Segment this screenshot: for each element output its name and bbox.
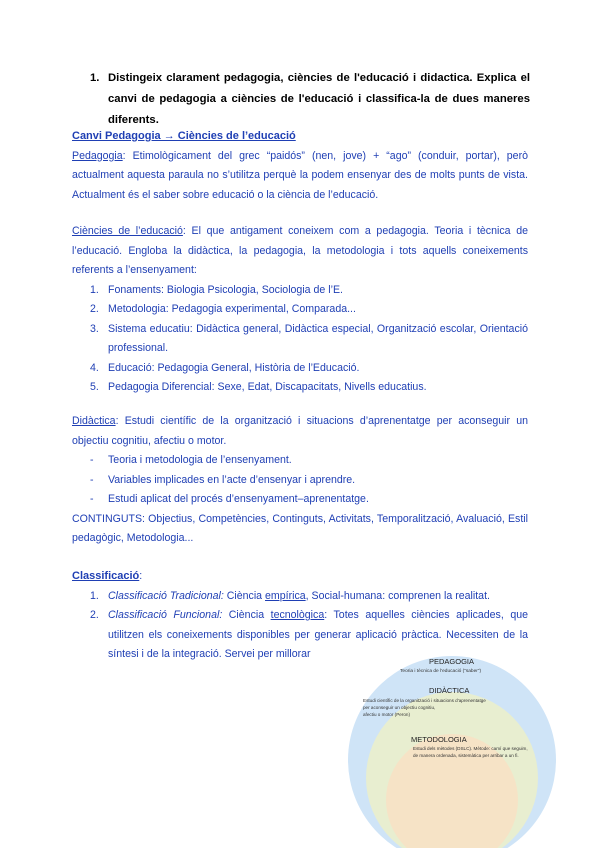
didactica-section	[72, 412, 528, 549]
didactica-title: DIDÀCTICA	[429, 686, 470, 695]
list-item: - Variables implicades en l’acte d’ensenyar i aprendre.	[90, 473, 356, 486]
didactica-subtitle-1: Estudi científic de la organització i situacions d’aprenentatge	[363, 698, 486, 703]
classificacio-heading: Classificació	[72, 570, 140, 582]
continguts-paragraph: CONTINGUTS: Objectius, Competències, Continguts, Activitats, Temporalització, Avaluació, Estil pedagògic, Metodologia...	[72, 512, 528, 544]
list-item: 4. Educació: Pedagogia General, Història de l’Educació.	[90, 361, 360, 374]
ciencies-section	[72, 222, 528, 398]
didactica-term: Didàctica	[72, 415, 116, 427]
pedagogia-title: PEDAGOGIA	[429, 657, 475, 666]
question-text: Distingeix clarament pedagogia, ciències de l'educació i didactica. Explica el canvi de pedagogia a ciències de l'educació i classifica-la de dues maneres diferents.	[108, 72, 530, 126]
list-item: 2. Metodologia: Pedagogia experimental, Comparada...	[90, 303, 356, 315]
didactica-subtitle-3: afectiu o motor (Peron)	[363, 712, 410, 717]
didactica-definition: : Estudi científic de la organització i situacions d’aprenentatge per aconseguir un objectiu cognitiu, afectiu o motor.	[72, 415, 528, 447]
classificacio-list	[72, 587, 528, 607]
pedagogia-definition: : Etimològicament del grec “paidós” (nen, jove) + “ago” (conduir, portar), però actualment aquesta paraula no s’utilitza perquè la podem ensenyar des de molts punts de vista. Actualment és el saber sobre educació o la ciència de l’educació.	[72, 149, 528, 201]
list-item: 1. Fonaments: Biologia Psicologia, Sociologia de l’E.	[90, 283, 343, 296]
list-item: 5. Pedagogia Diferencial: Sexe, Edat, Discapacitats, Nivells educatius.	[90, 381, 427, 393]
classificacio-heading-line: Classificació:	[72, 570, 143, 582]
canvi-heading: Canvi Pedagogia → Ciències de l’educació	[72, 130, 296, 142]
list-item: - Teoria i metodologia de l’ensenyament.	[90, 454, 292, 466]
list-item: - Estudi aplicat del procés d’ensenyament–aprenentatge.	[90, 493, 369, 505]
classificacio-section	[72, 567, 528, 606]
metodologia-title: METODOLOGIA	[411, 735, 467, 744]
list-item: 3. Sistema educatiu: Didàctica general, Didàctica especial, Organització escolar, Orientació professional.	[90, 322, 528, 354]
didactica-list	[72, 451, 528, 510]
question-number: 1.	[90, 72, 100, 84]
ciencies-paragraph	[72, 222, 528, 281]
metodologia-subtitle-2: de manera ordenada, sistemàtica per arribar a un fi.	[413, 753, 519, 758]
pedagogia-paragraph	[72, 147, 528, 206]
didactica-paragraph	[72, 412, 528, 451]
metodologia-subtitle-1: Estudi dels mètodes (DSLC). Mètode: camí que seguim,	[413, 746, 528, 751]
ciencies-list	[72, 281, 528, 398]
question-item	[92, 68, 530, 131]
venn-diagram	[337, 652, 567, 848]
didactica-subtitle-2: per aconseguir un objectiu cognitiu,	[363, 705, 436, 710]
list-item: 2. Classificació Funcional: Ciència tecnològica: Totes aquelles ciències aplicades, que utilitzen els coneixements disponibles per generar aplicació pràctica. Necessiten de la síntesi i de la integració. Servei per millorar	[90, 609, 528, 660]
ciencies-definition: : El que antigament coneixem com a pedagogia. Teoria i tècnica de l’educació. Engloba la didàctica, la pedagogia, la metodologia i tots aquells coneixements referents a l’ensenyament:	[72, 225, 528, 276]
ciencies-term: Ciències de l’educació	[72, 225, 183, 237]
pedagogia-subtitle: Teoria i tècnica de l’educació (“saber”)	[400, 669, 482, 674]
pedagogia-term: Pedagogia	[72, 149, 123, 162]
canvi-section	[72, 127, 528, 205]
list-item: 1. Classificació Tradicional: Ciència empírica, Social-humana: comprenen la realitat.	[90, 589, 490, 602]
